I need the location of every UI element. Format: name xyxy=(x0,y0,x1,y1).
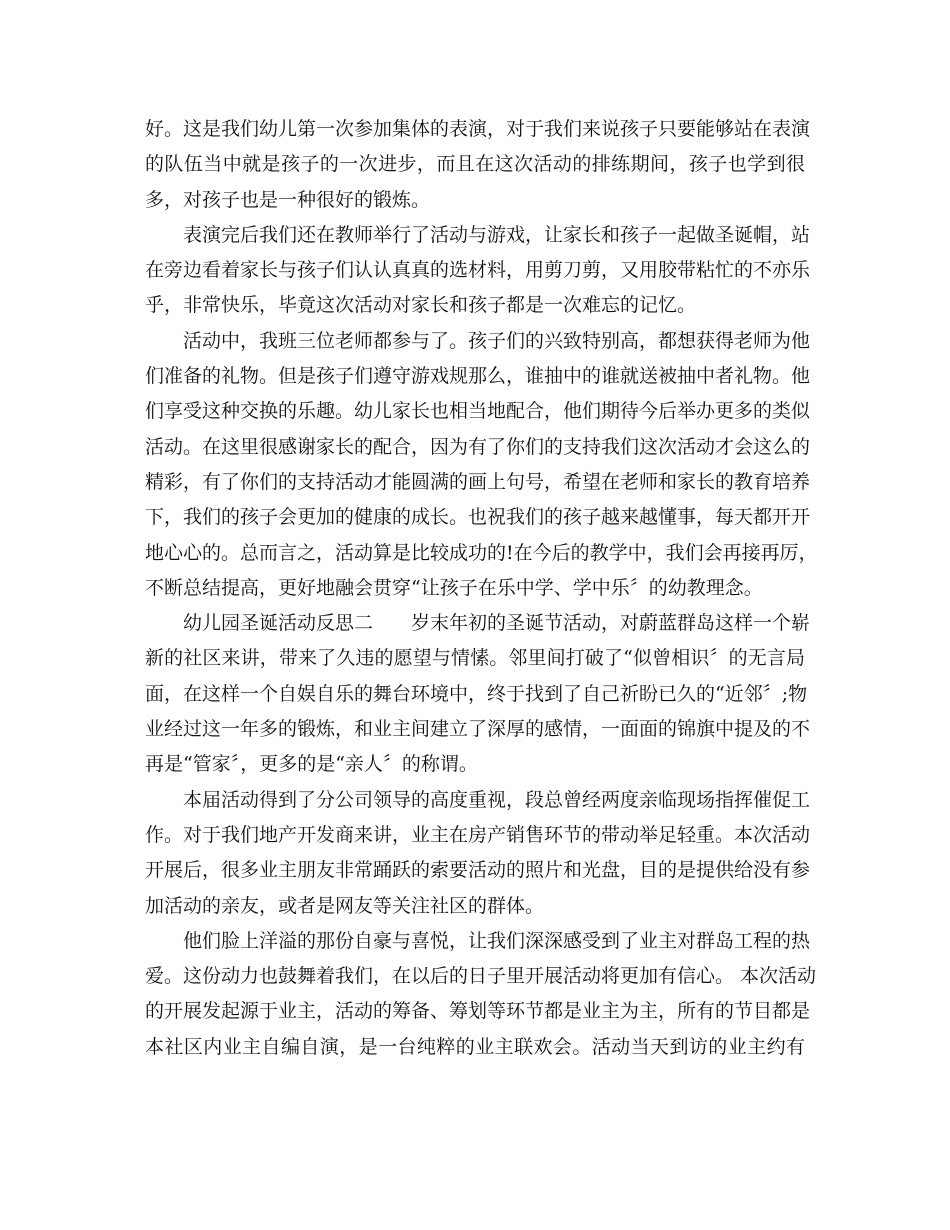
text-line: 加活动的亲友，或者是网友等关注社区的群体。 xyxy=(145,894,545,917)
text-line: 活动中，我班三位老师都参与了。孩子们的兴致特别高，都想获得老师为他 xyxy=(183,329,811,352)
text-line: 地心心的。总而言之，活动算是比较成功的!在今后的教学中，我们会再接再厉， xyxy=(145,541,818,564)
text-line: 的队伍当中就是孩子的一次进步，而且在这次活动的排练期间，孩子也学到很 xyxy=(145,153,805,176)
text-line: 好。这是我们幼儿第一次参加集体的表演，对于我们来说孩子只要能够站在表演 xyxy=(145,118,811,140)
text-line: 本社区内业主自编自演，是一台纯粹的业主联欢会。活动当天到访的业主约有 xyxy=(145,1035,805,1058)
text-line: 再是“管家〞，更多的是“亲人〞的称谓。 xyxy=(145,753,478,776)
text-line: 他们脸上洋溢的那份自豪与喜悦，让我们深深感受到了业主对群岛工程的热 xyxy=(183,929,811,952)
text-line: 乎，非常快乐，毕竟这次活动对家长和孩子都是一次难忘的记忆。 xyxy=(145,294,697,317)
text-line: 的开展发起源于业主，活动的筹备、筹划等环节都是业主为主，所有的节目都是 xyxy=(145,1000,811,1023)
text-line: 表演完后我们还在教师举行了活动与游戏，让家长和孩子一起做圣诞帽，站 xyxy=(183,223,811,246)
text-line: 爱。这份动力也鼓舞着我们，在以后的日子里开展活动将更加有信心。 本次活动 xyxy=(145,965,817,988)
text-line: 在旁边看着家长与孩子们认认真真的选材料，用剪刀剪，又用胶带粘忙的不亦乐 xyxy=(145,259,811,282)
text-line: 业经过这一年多的锻炼，和业主间建立了深厚的感情，一面面的锦旗中提及的不 xyxy=(145,718,811,741)
text-line: 精彩，有了你们的支持活动才能圆满的画上句号，希望在老师和家长的教育培养 xyxy=(145,470,811,493)
text-line: 新的社区来讲，带来了久违的愿望与情愫。邻里间打破了“似曾相识〞的无言局 xyxy=(145,647,805,670)
text-line: 们享受这种交换的乐趣。幼儿家长也相当地配合，他们期待今后举办更多的类似 xyxy=(145,400,811,423)
text-line: 开展后，很多业主朋友非常踊跃的索要活动的照片和光盘，目的是提供给没有参 xyxy=(145,859,811,882)
text-line: 作。对于我们地产开发商来讲，业主在房产销售环节的带动举足轻重。本次活动 xyxy=(145,823,811,846)
text-line: 活动。在这里很感谢家长的配合，因为有了你们的支持我们这次活动才会这么的 xyxy=(145,435,811,458)
text-line: 不断总结提高，更好地融会贯穿“让孩子在乐中学、学中乐〞的幼教理念。 xyxy=(145,576,763,599)
text-line: 多，对孩子也是一种很好的锻炼。 xyxy=(145,188,431,211)
text-line: 面，在这样一个自娱自乐的舞台环境中，终于找到了自己祈盼已久的“近邻〞;物 xyxy=(145,682,808,705)
text-line: 幼儿园圣诞活动反思二 岁末年初的圣诞节活动，对蔚蓝群岛这样一个崭 xyxy=(183,612,811,635)
text-line: 本届活动得到了分公司领导的高度重视，段总曾经两度亲临现场指挥催促工 xyxy=(183,788,811,811)
document-body xyxy=(145,112,818,1065)
text-line: 下，我们的孩子会更加的健康的成长。也祝我们的孩子越来越懂事，每天都开开 xyxy=(145,506,811,529)
text-line: 们准备的礼物。但是孩子们遵守游戏规那么，谁抽中的谁就送被抽中者礼物。他 xyxy=(145,365,811,388)
